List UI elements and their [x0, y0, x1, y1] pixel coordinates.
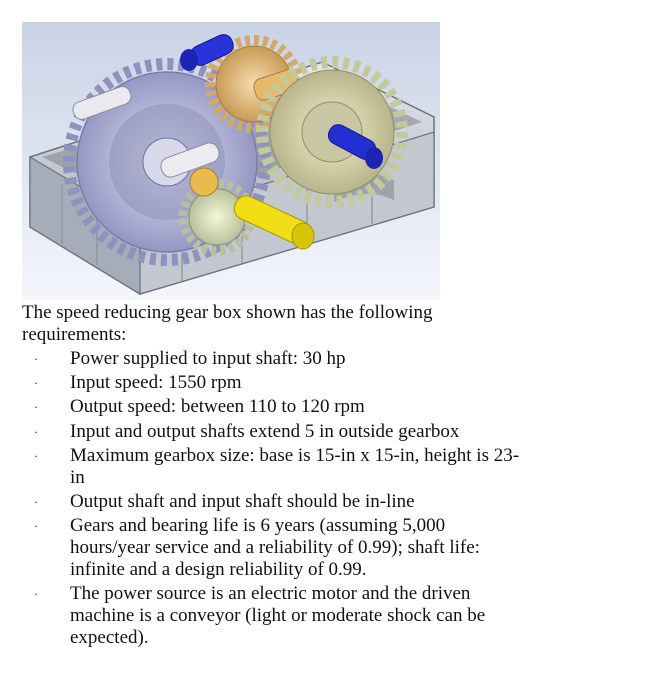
bullet-marker: ·: [34, 494, 38, 509]
list-item: [22, 583, 522, 649]
bullet-marker: ·: [34, 352, 38, 366]
intro-paragraph: The speed reducing gear box shown has the following requirements:: [22, 302, 433, 345]
gearbox-illustration: [22, 22, 440, 300]
bullet-marker: ·: [34, 376, 38, 391]
requirement-text: Input and output shafts extend 5 in outside gearbox: [70, 420, 460, 442]
bullet-marker: ·: [34, 519, 38, 534]
list-item: [22, 421, 522, 443]
list-item: [22, 396, 522, 418]
bullet-marker: ·: [34, 424, 38, 439]
requirement-text: Output shaft and input shaft should be in-line: [70, 490, 415, 512]
requirement-text: Gears and bearing life is 6 years (assuming 5,000 hours/year service and a reliability of 0.99); shaft life: infinite and a design reliability of 0.99.: [70, 515, 480, 581]
requirement-text: The power source is an electric motor and the driven machine is a conveyor (light or moderate shock can be expected).: [70, 583, 486, 649]
requirement-text: Maximum gearbox size: base is 15-in x 15-in, height is 23-in: [70, 444, 520, 488]
list-item: [22, 445, 522, 489]
bullet-marker: ·: [34, 587, 38, 602]
bullet-marker: ·: [34, 400, 38, 415]
requirement-text: Input speed: 1550 rpm: [70, 372, 242, 394]
list-item: [22, 348, 522, 370]
list-item: [22, 372, 522, 394]
list-item: [22, 491, 522, 513]
requirements-list: [22, 348, 522, 652]
requirement-text: Power supplied to input shaft: 30 hp: [70, 348, 346, 369]
bullet-marker: ·: [34, 448, 38, 463]
list-item: [22, 515, 522, 581]
requirement-text: Output speed: between 110 to 120 rpm: [70, 396, 365, 418]
